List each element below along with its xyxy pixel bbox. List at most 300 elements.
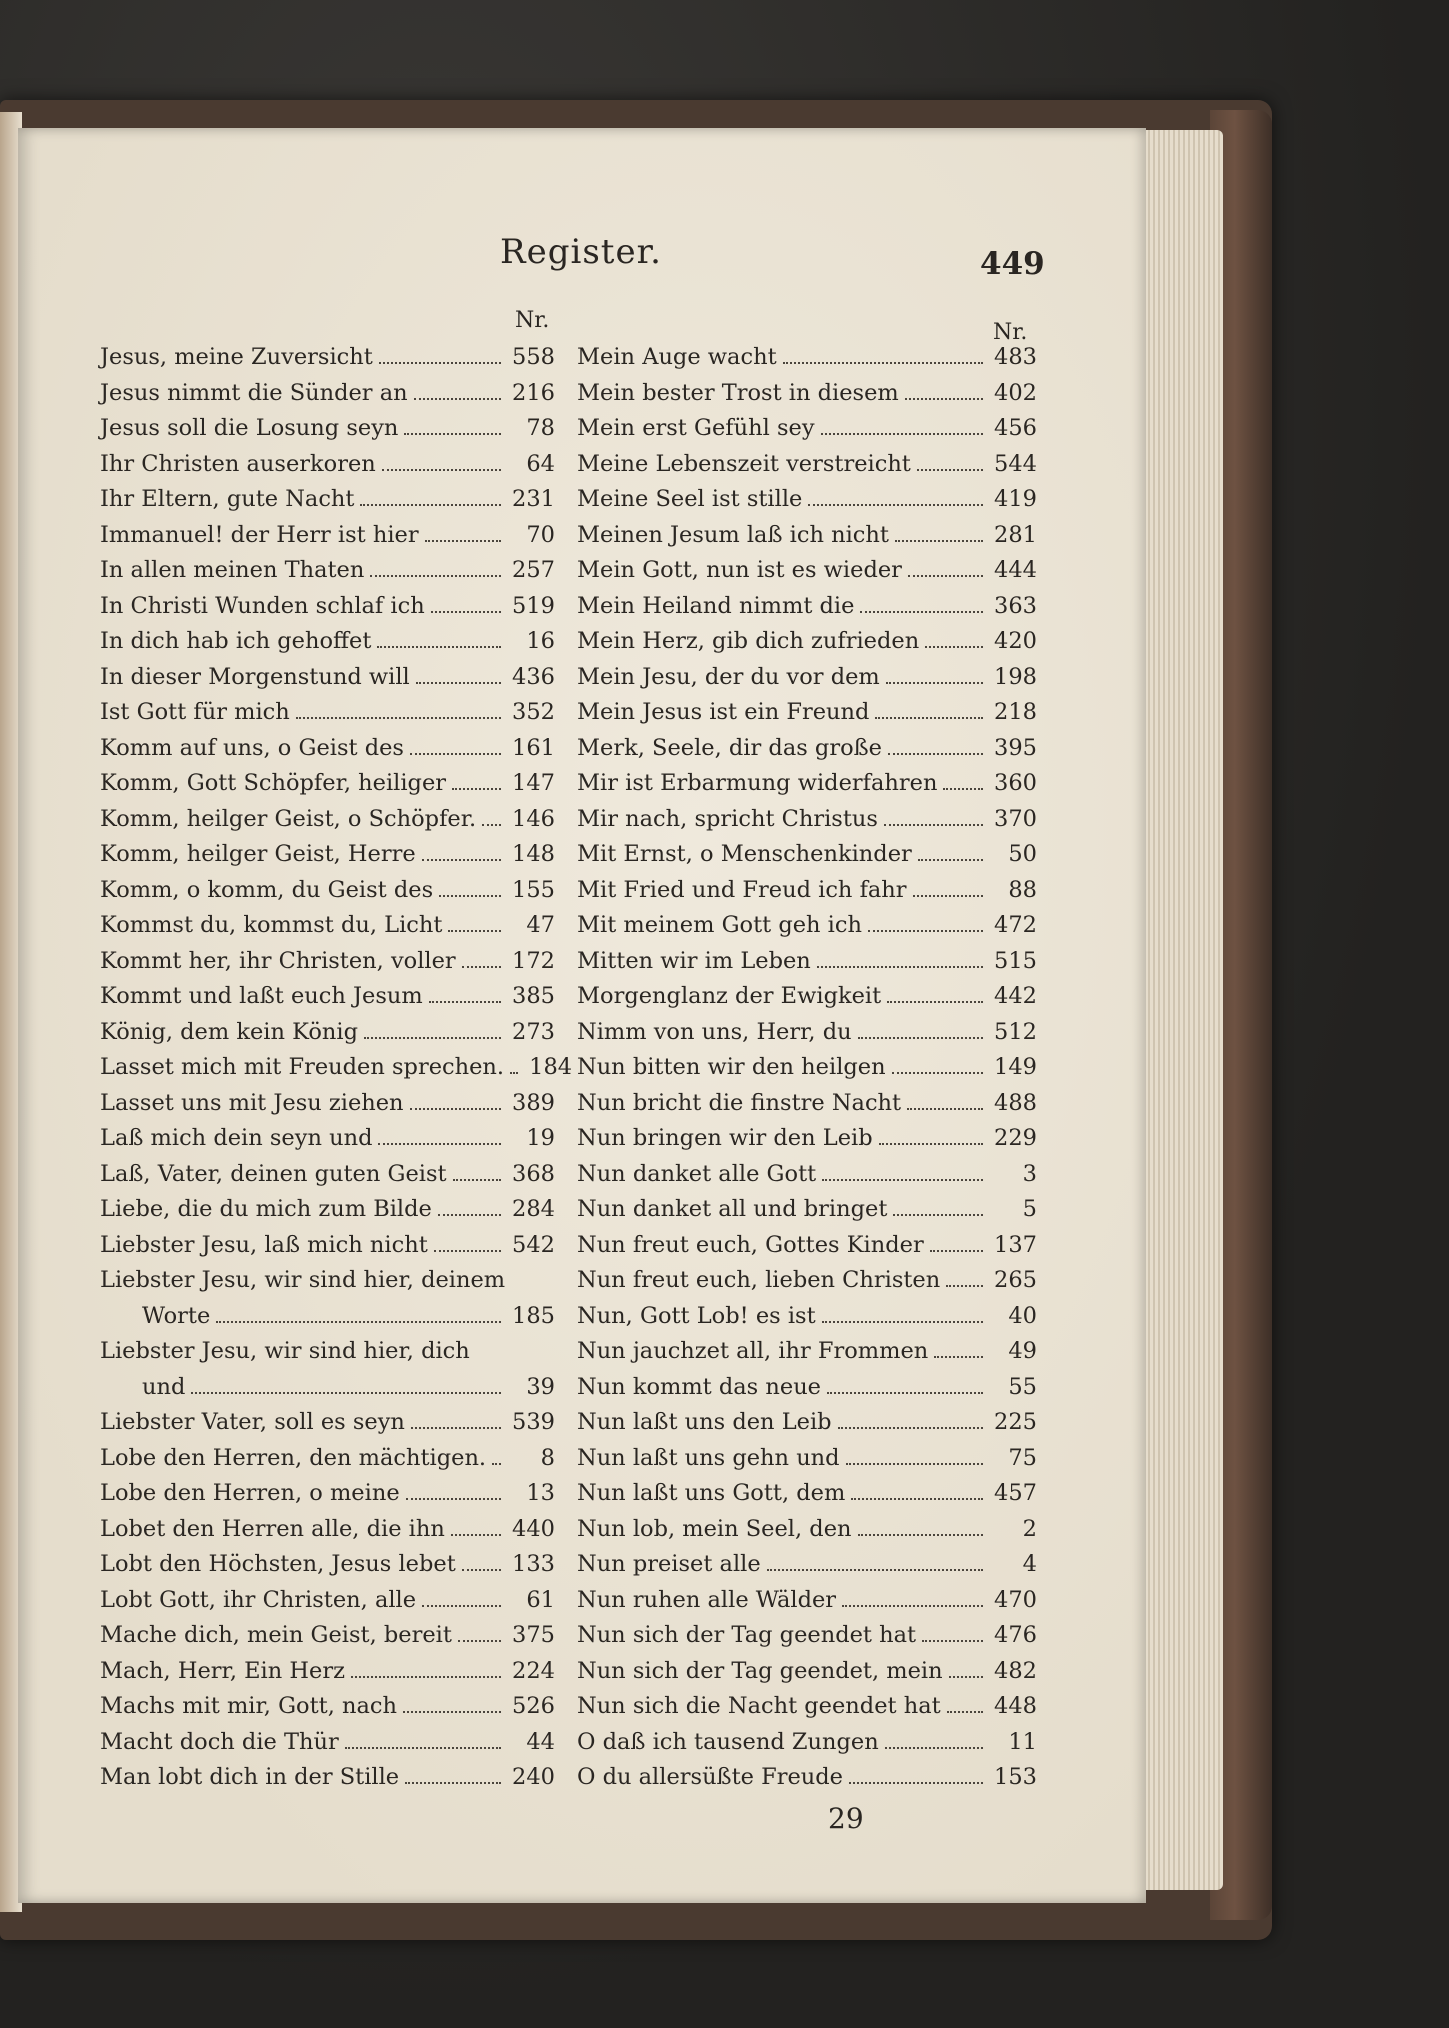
register-entry — [100, 1050, 573, 1086]
register-entry — [577, 1512, 1037, 1548]
entry-number: 3 — [1022, 1160, 1037, 1187]
entry-title: Laß mich dein seyn und — [100, 1125, 373, 1151]
entry-number: 539 — [512, 1409, 555, 1435]
page-title: Register. — [500, 232, 662, 272]
register-entry — [577, 1405, 1037, 1441]
dot-leader — [895, 540, 983, 542]
entry-title: O daß ich tausend Zungen — [577, 1728, 879, 1755]
entry-number: 542 — [512, 1231, 555, 1258]
entry-number: 172 — [512, 947, 555, 974]
dot-leader — [860, 611, 983, 613]
dot-leader — [410, 1108, 501, 1110]
entry-number: 257 — [512, 557, 555, 583]
entry-title: Nun bitten wir den heilgen — [577, 1054, 886, 1080]
entry-number: 488 — [994, 1089, 1037, 1116]
entry-title: Komm auf uns, o Geist des — [100, 734, 404, 761]
entry-title: Merk, Seele, dir das große — [577, 734, 882, 761]
register-entry — [100, 482, 555, 518]
dot-leader — [934, 1356, 983, 1358]
dot-leader — [783, 362, 983, 364]
register-entry — [577, 376, 1037, 412]
entry-title: Mitten wir im Leben — [577, 947, 811, 974]
entry-title: Mein Jesu, der du vor dem — [577, 663, 880, 690]
register-entry — [577, 1583, 1037, 1619]
register-entry — [577, 411, 1037, 447]
entry-title: Nimm von uns, Herr, du — [577, 1018, 852, 1045]
entry-number: 198 — [994, 663, 1037, 690]
dot-leader — [448, 930, 501, 932]
entry-number: 419 — [994, 486, 1037, 512]
register-entry — [577, 660, 1037, 696]
entry-number: 395 — [994, 734, 1037, 761]
entry-title: Meinen Jesum laß ich nicht — [577, 521, 889, 548]
entry-number: 133 — [512, 1551, 555, 1577]
register-entry — [577, 1725, 1037, 1761]
register-entry — [100, 1370, 555, 1406]
entry-number: 185 — [512, 1302, 555, 1329]
entry-number: 482 — [994, 1657, 1037, 1684]
dot-leader — [858, 1037, 983, 1039]
entry-title: Nun bringen wir den Leib — [577, 1125, 873, 1151]
register-entry — [100, 1299, 555, 1335]
entry-number: 61 — [526, 1586, 555, 1613]
register-entry — [100, 553, 555, 589]
register-entry — [100, 376, 555, 412]
entry-number: 16 — [526, 628, 555, 654]
entry-number: 218 — [994, 699, 1037, 725]
entry-title: Mein erst Gefühl sey — [577, 415, 815, 441]
register-entry — [100, 624, 555, 660]
entry-number: 147 — [512, 770, 555, 796]
entry-title: In Christi Wunden schlaf ich — [100, 592, 425, 619]
entry-number: 519 — [512, 592, 555, 619]
entry-title: In dich hab ich gehoffet — [100, 628, 372, 654]
entry-title: Lobe den Herren, den mächtigen. — [100, 1444, 487, 1471]
register-entry — [577, 695, 1037, 731]
entry-number: 78 — [526, 415, 555, 441]
entry-number: 444 — [994, 557, 1037, 583]
dot-leader — [191, 1392, 501, 1394]
dot-leader — [345, 1747, 501, 1749]
entry-title: Macht doch die Thür — [100, 1728, 339, 1755]
dot-leader — [868, 930, 983, 932]
dot-leader — [382, 469, 501, 471]
dot-leader — [296, 717, 501, 719]
dot-leader — [510, 1072, 518, 1074]
register-entry — [100, 1689, 555, 1725]
entry-title: Meine Seel ist stille — [577, 486, 803, 512]
entry-title: Nun danket all und bringet — [577, 1196, 888, 1222]
entry-number: 240 — [512, 1764, 555, 1790]
entry-title: Kommt und laßt euch Jesum — [100, 983, 423, 1009]
dot-leader — [767, 1569, 983, 1571]
entry-number: 363 — [994, 592, 1037, 619]
entry-title: Ihr Christen auserkoren — [100, 450, 376, 477]
dot-leader — [410, 753, 501, 755]
register-entry — [100, 1157, 555, 1193]
entry-number: 448 — [994, 1693, 1037, 1719]
register-entry — [577, 1121, 1037, 1157]
entry-title: Mit Fried und Freud ich fahr — [577, 876, 907, 903]
entry-number: 216 — [512, 379, 555, 406]
entry-title: Komm, heilger Geist, o Schöpfer. — [100, 805, 477, 832]
dot-leader — [849, 1782, 983, 1784]
register-entry — [100, 1760, 555, 1796]
entry-title: Komm, heilger Geist, Herre — [100, 841, 416, 867]
entry-title: König, dem kein König — [100, 1018, 358, 1045]
dot-leader — [892, 1072, 983, 1074]
register-entry — [577, 1689, 1037, 1725]
entry-number: 284 — [512, 1196, 555, 1222]
dot-leader — [817, 966, 983, 968]
entry-number: 225 — [994, 1409, 1037, 1435]
entry-title: Mir ist Erbarmung widerfahren — [577, 770, 938, 796]
dot-leader — [888, 753, 983, 755]
dot-leader — [462, 966, 501, 968]
entry-title: Nun sich der Tag geendet, mein — [577, 1657, 943, 1684]
register-entry — [577, 766, 1037, 802]
entry-title: Lobet den Herren alle, die ihn — [100, 1515, 445, 1542]
entry-number: 265 — [994, 1267, 1037, 1293]
dot-leader — [822, 1179, 983, 1181]
entry-number: 515 — [994, 947, 1037, 974]
register-entry — [100, 1228, 555, 1264]
register-entry — [100, 1263, 555, 1299]
entry-title: Nun preiset alle — [577, 1551, 761, 1577]
entry-number: 273 — [512, 1018, 555, 1045]
register-entry — [100, 411, 555, 447]
entry-number: 368 — [512, 1160, 555, 1187]
register-entry — [577, 1476, 1037, 1512]
entry-title: Nun lob, mein Seel, den — [577, 1515, 852, 1542]
register-entry — [100, 1405, 555, 1441]
entry-number: 19 — [526, 1125, 555, 1151]
entry-number: 470 — [994, 1586, 1037, 1613]
register-entry — [100, 1121, 555, 1157]
dot-leader — [405, 1782, 501, 1784]
register-entry — [100, 518, 555, 554]
entry-number: 5 — [1022, 1196, 1037, 1222]
register-entry — [577, 1086, 1037, 1122]
register-entry — [577, 1547, 1037, 1583]
entry-title: Mein Herz, gib dich zufrieden — [577, 628, 920, 654]
entry-title: Liebster Vater, soll es seyn — [100, 1409, 405, 1435]
dot-leader — [946, 1285, 983, 1287]
dot-leader — [378, 1143, 501, 1145]
dot-leader — [905, 398, 983, 400]
entry-number: 442 — [994, 983, 1037, 1009]
dot-leader — [930, 1250, 983, 1252]
dot-leader — [822, 1321, 983, 1323]
register-entry — [577, 1299, 1037, 1335]
entry-title: Worte — [142, 1302, 211, 1329]
entry-number: 457 — [994, 1480, 1037, 1506]
register-entry — [100, 731, 555, 767]
entry-title: Nun, Gott Lob! es ist — [577, 1302, 816, 1329]
entry-title: Kommst du, kommst du, Licht — [100, 912, 443, 938]
entry-title: Nun danket alle Gott — [577, 1160, 817, 1187]
dot-leader — [411, 1427, 501, 1429]
register-entry — [100, 1583, 555, 1619]
dot-leader — [416, 682, 501, 684]
dot-leader — [949, 1676, 983, 1678]
entry-number: 231 — [512, 486, 555, 512]
register-entry — [577, 1228, 1037, 1264]
entry-title: Nun laßt uns den Leib — [577, 1409, 832, 1435]
register-entry — [577, 1654, 1037, 1690]
register-entry — [577, 979, 1037, 1015]
dot-leader — [492, 1463, 501, 1465]
register-entry — [577, 1760, 1037, 1796]
entry-number: 55 — [1008, 1373, 1037, 1400]
entry-title: Mit Ernst, o Menschenkinder — [577, 841, 912, 867]
register-entry — [577, 1015, 1037, 1051]
dot-leader — [482, 824, 501, 826]
left-nr-label: Nr. — [515, 308, 550, 333]
entry-title: Ist Gott für mich — [100, 699, 290, 725]
page-number: 449 — [980, 246, 1045, 282]
entry-title: Mein Heiland nimmt die — [577, 592, 855, 619]
register-entry — [100, 1654, 555, 1690]
entry-number: 88 — [1008, 876, 1037, 903]
entry-number: 64 — [526, 450, 555, 477]
dot-leader — [451, 1534, 501, 1536]
entry-title: Mach, Herr, Ein Herz — [100, 1657, 345, 1684]
register-entry — [577, 518, 1037, 554]
entry-number: 11 — [1008, 1728, 1037, 1755]
entry-number: 4 — [1022, 1551, 1037, 1577]
entry-number: 70 — [526, 521, 555, 548]
dot-leader — [908, 575, 983, 577]
dot-leader — [842, 1605, 983, 1607]
register-entry — [577, 944, 1037, 980]
register-entry — [577, 340, 1037, 376]
entry-title: Nun jauchzet all, ihr Frommen — [577, 1338, 929, 1364]
dot-leader — [452, 788, 501, 790]
register-entry — [100, 1192, 555, 1228]
dot-leader — [846, 1463, 983, 1465]
entry-number: 420 — [994, 628, 1037, 654]
register-entry — [577, 802, 1037, 838]
entry-number: 544 — [994, 450, 1037, 477]
register-entry — [100, 1334, 555, 1370]
register-entry — [577, 447, 1037, 483]
register-entry — [100, 660, 555, 696]
entry-number: 483 — [994, 344, 1037, 370]
entry-title: Man lobt dich in der Stille — [100, 1764, 400, 1790]
register-entry — [577, 908, 1037, 944]
entry-number: 149 — [994, 1054, 1037, 1080]
entry-number: 13 — [526, 1480, 555, 1506]
dot-leader — [884, 824, 983, 826]
entry-number: 184 — [529, 1054, 573, 1080]
dot-leader — [893, 1214, 983, 1216]
entry-number: 47 — [526, 912, 555, 938]
entry-number: 389 — [512, 1089, 555, 1116]
dot-leader — [403, 1711, 501, 1713]
entry-title: Nun kommt das neue — [577, 1373, 821, 1400]
entry-number: 512 — [994, 1018, 1037, 1045]
entry-number: 436 — [512, 663, 555, 690]
register-entry — [577, 731, 1037, 767]
entry-number: 75 — [1008, 1444, 1037, 1471]
entry-number: 352 — [512, 699, 555, 725]
entry-number: 440 — [512, 1515, 555, 1542]
entry-number: 281 — [994, 521, 1037, 548]
register-entry — [100, 1476, 555, 1512]
entry-title: Mein Jesus ist ein Freund — [577, 699, 870, 725]
register-entry — [100, 1618, 555, 1654]
register-entry — [100, 589, 555, 625]
right-nr-label: Nr. — [993, 320, 1028, 345]
entry-number: 49 — [1008, 1338, 1037, 1364]
entry-number: 146 — [512, 805, 555, 832]
register-entry — [100, 837, 555, 873]
register-entry — [100, 695, 555, 731]
dot-leader — [404, 433, 501, 435]
entry-title: Liebster Jesu, wir sind hier, deinem — [100, 1267, 506, 1293]
entry-number: 161 — [512, 734, 555, 761]
dot-leader — [827, 1392, 983, 1394]
register-entry — [577, 482, 1037, 518]
entry-title: Nun sich die Nacht geendet hat — [577, 1693, 941, 1719]
entry-number: 224 — [512, 1657, 555, 1684]
entry-number: 40 — [1008, 1302, 1037, 1329]
entry-title: Nun laßt uns gehn und — [577, 1444, 840, 1471]
register-entry — [100, 1725, 555, 1761]
entry-number: 148 — [512, 841, 555, 867]
register-left-column — [100, 340, 573, 1796]
entry-number: 526 — [512, 1693, 555, 1719]
dot-leader — [458, 1640, 501, 1642]
register-entry — [100, 908, 555, 944]
signature-mark: 29 — [828, 1802, 864, 1835]
register-right-column — [577, 340, 1037, 1796]
entry-number: 229 — [994, 1125, 1037, 1151]
register-entry — [577, 1370, 1037, 1406]
entry-title: und — [142, 1373, 186, 1400]
entry-title: Lobe den Herren, o meine — [100, 1480, 400, 1506]
register-entry — [577, 589, 1037, 625]
dot-leader — [377, 646, 501, 648]
entry-title: Mit meinem Gott geh ich — [577, 912, 862, 938]
entry-title: Mein bester Trost in diesem — [577, 379, 899, 406]
entry-title: Liebster Jesu, wir sind hier, dich — [100, 1338, 470, 1364]
dot-leader — [429, 1001, 501, 1003]
dot-leader — [925, 646, 983, 648]
dot-leader — [886, 682, 983, 684]
register-entry — [100, 766, 555, 802]
register-entry — [100, 979, 555, 1015]
entry-title: Ihr Eltern, gute Nacht — [100, 486, 355, 512]
register-entry — [577, 1334, 1037, 1370]
entry-number: 385 — [512, 983, 555, 1009]
entry-number: 137 — [994, 1231, 1037, 1258]
entry-title: Laß, Vater, deinen guten Geist — [100, 1160, 447, 1187]
register-entry — [100, 1512, 555, 1548]
dot-leader — [216, 1321, 501, 1323]
entry-title: Immanuel! der Herr ist hier — [100, 521, 419, 548]
register-entry — [100, 944, 555, 980]
entry-title: Jesus nimmt die Sünder an — [100, 379, 408, 406]
dot-leader — [879, 1143, 983, 1145]
register-entry — [577, 553, 1037, 589]
dot-leader — [431, 611, 501, 613]
dot-leader — [851, 1498, 983, 1500]
register-entry — [577, 837, 1037, 873]
register-entry — [577, 1050, 1037, 1086]
entry-title: Lobt den Höchsten, Jesus lebet — [100, 1551, 456, 1577]
entry-title: Nun sich der Tag geendet hat — [577, 1622, 917, 1648]
entry-number: 2 — [1022, 1515, 1037, 1542]
register-entry — [100, 1441, 555, 1477]
entry-number: 456 — [994, 415, 1037, 441]
entry-number: 476 — [994, 1622, 1037, 1648]
entry-title: Nun freut euch, Gottes Kinder — [577, 1231, 924, 1258]
dot-leader — [453, 1179, 501, 1181]
entry-title: Lasset uns mit Jesu ziehen — [100, 1089, 404, 1116]
entry-number: 472 — [994, 912, 1037, 938]
dot-leader — [885, 1747, 983, 1749]
dot-leader — [425, 540, 501, 542]
dot-leader — [858, 1534, 983, 1536]
dot-leader — [438, 1214, 501, 1216]
dot-leader — [439, 895, 501, 897]
entry-title: Mein Gott, nun ist es wieder — [577, 557, 902, 583]
register-entry — [100, 1015, 555, 1051]
dot-leader — [379, 362, 501, 364]
dot-leader — [422, 859, 501, 861]
entry-title: Jesus soll die Losung seyn — [100, 415, 399, 441]
entry-title: Mir nach, spricht Christus — [577, 805, 878, 832]
entry-title: O du allersüßte Freude — [577, 1764, 843, 1790]
register-entry — [100, 340, 555, 376]
register-entry — [100, 873, 555, 909]
dot-leader — [370, 575, 501, 577]
dot-leader — [907, 1108, 983, 1110]
entry-title: Kommt her, ihr Christen, voller — [100, 947, 456, 974]
entry-title: In dieser Morgenstund will — [100, 663, 410, 690]
register-entry — [577, 1618, 1037, 1654]
entry-number: 402 — [994, 379, 1037, 406]
register-entry — [100, 802, 555, 838]
dot-leader — [838, 1427, 983, 1429]
dot-leader — [434, 1250, 501, 1252]
register-entry — [577, 1263, 1037, 1299]
dot-leader — [922, 1640, 983, 1642]
dot-leader — [422, 1605, 501, 1607]
register-entry — [577, 624, 1037, 660]
entry-number: 155 — [512, 876, 555, 903]
register-entry — [100, 447, 555, 483]
register-entry — [577, 873, 1037, 909]
dot-leader — [808, 504, 983, 506]
entry-number: 50 — [1008, 841, 1037, 867]
entry-number: 360 — [994, 770, 1037, 796]
dot-leader — [364, 1037, 501, 1039]
entry-title: Nun bricht die finstre Nacht — [577, 1089, 902, 1116]
dot-leader — [918, 859, 983, 861]
entry-title: Machs mit mir, Gott, nach — [100, 1693, 397, 1719]
entry-title: Meine Lebenszeit verstreicht — [577, 450, 911, 477]
entry-number: 44 — [526, 1728, 555, 1755]
dot-leader — [887, 1001, 983, 1003]
entry-title: Komm, Gott Schöpfer, heiliger — [100, 770, 447, 796]
register-entry — [577, 1441, 1037, 1477]
dot-leader — [947, 1711, 983, 1713]
entry-title: Mein Auge wacht — [577, 344, 777, 370]
entry-title: Nun ruhen alle Wälder — [577, 1586, 837, 1613]
